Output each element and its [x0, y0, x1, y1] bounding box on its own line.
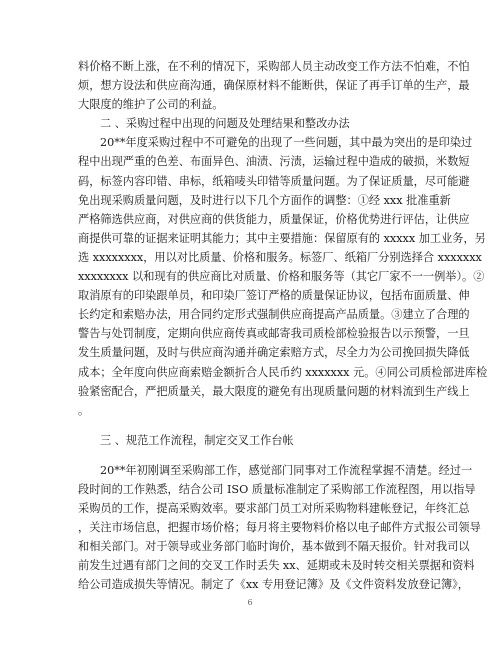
text-line: 20**年度采购过程中不可避免的出现了一些问题，其中最为突出的是印染过 — [100, 136, 473, 150]
text-line: 前发生过遇有部门之间的交叉工作时丢失 xx、延期或未及时转交相关票据和资料 — [78, 559, 475, 573]
section-heading-3: 三 、规范工作流程，制定交叉工作台帐 — [100, 433, 294, 447]
text-line: 发生质量问题，及时与供应商沟通并确定索赔方式，尽全力为公司挽回损失降低 — [78, 346, 470, 360]
text-line: 烦，想方设法和供应商沟通，确保原材料不能断供，保证了再手订单的生产，最 — [78, 79, 470, 93]
text-line: 免出现采购质量问题，及时进行以下几个方面作的调整：①经 xxx 批准重新 — [78, 193, 451, 207]
text-line: 取消原有的印染跟单员，和印染厂签订严格的质量保证协议，包括布面质量、伸 — [78, 289, 470, 303]
paragraph-3 — [78, 461, 481, 595]
paragraph-1 — [78, 57, 470, 114]
text-line: 成本；全年度向供应商索赔金额折合人民币约 xxxxxxx 元。④同公司质检部进库检 — [78, 365, 488, 379]
paragraph-2 — [78, 133, 488, 419]
text-line: 码，标签内容印错、串标，纸箱唛头印错等质量问题。为了保证质量，尽可能避 — [78, 174, 470, 188]
text-line: 给公司造成损失等情况。制定了《xx 专用登记簿》及《文件资料发放登记簿》， — [78, 578, 469, 592]
text-line: 严格筛选供应商，对供应商的供货能力，质量保证，价格优势进行评估，让供应 — [78, 212, 470, 226]
text-line: 选 xxxxxxxx，用以对比质量、价格和服务。标签厂、纸箱厂分别选择合 xxxxxxx — [78, 250, 482, 264]
text-line: 和相关部门。对于领导或业务部门临时询价，基本做到不隔天报价。针对我司以 — [78, 540, 470, 554]
text-line: 警告与处罚制度，定期向供应商传真或邮寄我司质检部检验报告以示预警，一旦 — [78, 327, 470, 341]
text-line: 程中出现严重的色差、布面异色、油渍、污渍，运输过程中造成的破损，米数短 — [78, 155, 470, 169]
text-line: 20**年初刚调至采购部工作，感觉部门同事对工作流程掌握不清楚。经过一 — [100, 463, 473, 477]
text-line: 验紧密配合，严把质量关，最大限度的避免有出现质量问题的材料流到生产线上 — [78, 384, 470, 398]
text-line: 段时间的工作熟悉，结合公司 ISO 质量标准制定了采购部工作流程图，用以指导 — [78, 482, 476, 496]
text-line: ，关注市场信息，把握市场价格；每月将主要物料价格以电子邮件方式报公司领导 — [78, 521, 481, 535]
text-line: 采购员的工作，提高采购效率。要求部门员工对所采购物料建帐登记，年终汇总 — [78, 502, 470, 516]
page-number: 6 — [247, 598, 253, 607]
text-line: 大限度的维护了公司的利益。 — [78, 98, 224, 112]
text-line: 长约定和索赔办法，用合同约定形式强制供应商提高产品质量。③建立了合理的 — [78, 308, 470, 322]
text-line: 商提供可靠的证据来证明其能力；其中主要措施：保留原有的 xxxxx 加工业务，另 — [78, 231, 486, 245]
text-line: 料价格不断上涨，在不利的情况下，采购部人员主动改变工作方法不怕难，不怕 — [78, 60, 470, 73]
section-heading-2: 二 、采购过程中出现的问题及处理结果和整改办法 — [100, 117, 350, 131]
page-body — [78, 57, 488, 595]
text-line: 。 — [78, 403, 90, 417]
text-line: xxxxxxxx 以和现有的供应商比对质量、价格和服务等（其它厂家不一一例举）。② — [78, 270, 485, 284]
